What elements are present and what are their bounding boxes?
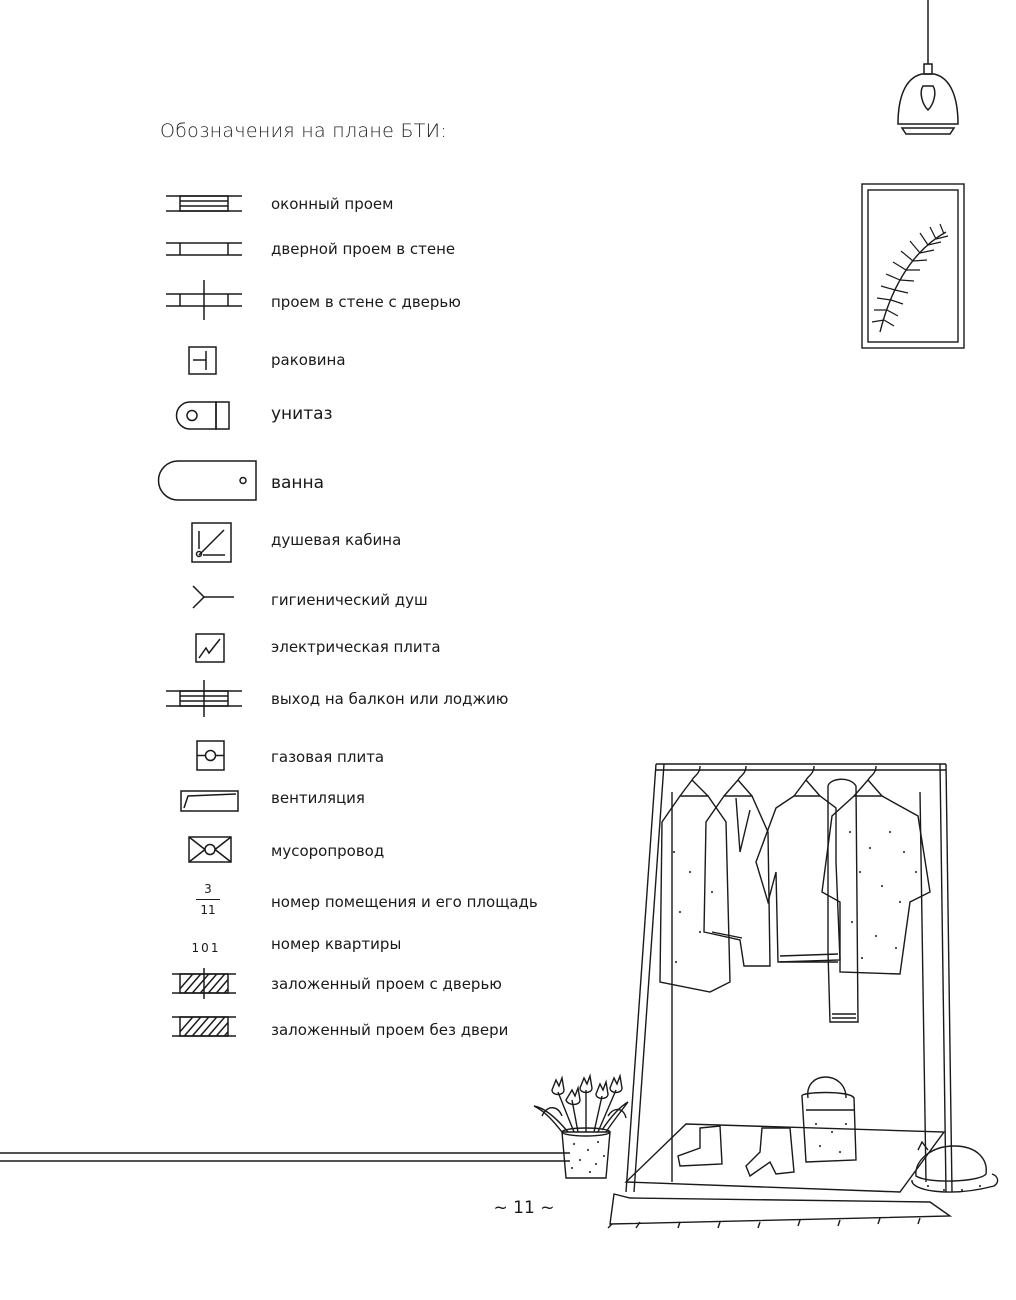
legend-label-hygienic-shower: гигиенический душ bbox=[271, 591, 428, 609]
legend-label-room-number-area: номер помещения и его площадь bbox=[271, 893, 538, 911]
legend-label-bathtub: ванна bbox=[271, 473, 325, 493]
shower-cabin-symbol bbox=[191, 522, 233, 564]
wall-opening-with-door-symbol bbox=[166, 280, 246, 322]
legend-label-bricked-with-door: заложенный проем с дверью bbox=[271, 975, 502, 993]
legend-label-wall-opening-door: проем в стене с дверью bbox=[271, 293, 461, 311]
legend-label-door-opening: дверной проем в стене bbox=[271, 240, 456, 258]
balcony-exit-symbol bbox=[166, 680, 246, 718]
gas-stove-symbol bbox=[196, 740, 226, 772]
window-opening-symbol bbox=[166, 193, 246, 215]
legend-label-bricked-without-door: заложенный проем без двери bbox=[271, 1021, 509, 1039]
legend-label-sink: раковина bbox=[271, 351, 346, 369]
garbage-chute-symbol bbox=[188, 836, 234, 864]
legend-label-garbage-chute: мусоропровод bbox=[271, 842, 385, 860]
legend-label-gas-stove: газовая плита bbox=[271, 748, 385, 766]
electric-stove-symbol bbox=[195, 633, 227, 665]
apartment-number-symbol: 101 bbox=[191, 941, 221, 955]
toilet-symbol bbox=[176, 400, 234, 432]
pendant-lamp-icon bbox=[892, 0, 964, 144]
legend-label-toilet: унитаз bbox=[271, 404, 333, 424]
framed-fern-picture-icon bbox=[860, 182, 968, 356]
legend-label-electric-stove: электрическая плита bbox=[271, 638, 441, 656]
room-area-value: 11 bbox=[200, 903, 216, 917]
bathtub-symbol bbox=[158, 460, 260, 502]
sleeping-cat-icon bbox=[908, 1140, 1002, 1206]
legend-label-balcony-exit: выход на балкон или лоджию bbox=[271, 690, 509, 708]
hygienic-shower-symbol bbox=[192, 585, 236, 611]
clothes-rack-illustration bbox=[600, 752, 960, 1236]
door-opening-in-wall-symbol bbox=[166, 240, 246, 258]
bricked-opening-with-door-symbol bbox=[172, 968, 238, 1000]
room-number-value: 3 bbox=[204, 882, 212, 896]
ventilation-symbol bbox=[180, 790, 242, 814]
floor-line bbox=[0, 1150, 600, 1170]
legend-label-shower-cabin: душевая кабина bbox=[271, 531, 402, 549]
legend-label-ventilation: вентиляция bbox=[271, 789, 365, 807]
room-number-area-symbol bbox=[190, 881, 226, 918]
page-number: ~ 11 ~ bbox=[493, 1198, 555, 1218]
legend-label-apartment-number: номер квартиры bbox=[271, 935, 402, 953]
legend-label-window: оконный проем bbox=[271, 195, 394, 213]
bricked-opening-without-door-symbol bbox=[172, 1014, 238, 1040]
sink-symbol bbox=[188, 346, 218, 376]
page-title: Обозначения на плане БТИ: bbox=[160, 120, 448, 142]
